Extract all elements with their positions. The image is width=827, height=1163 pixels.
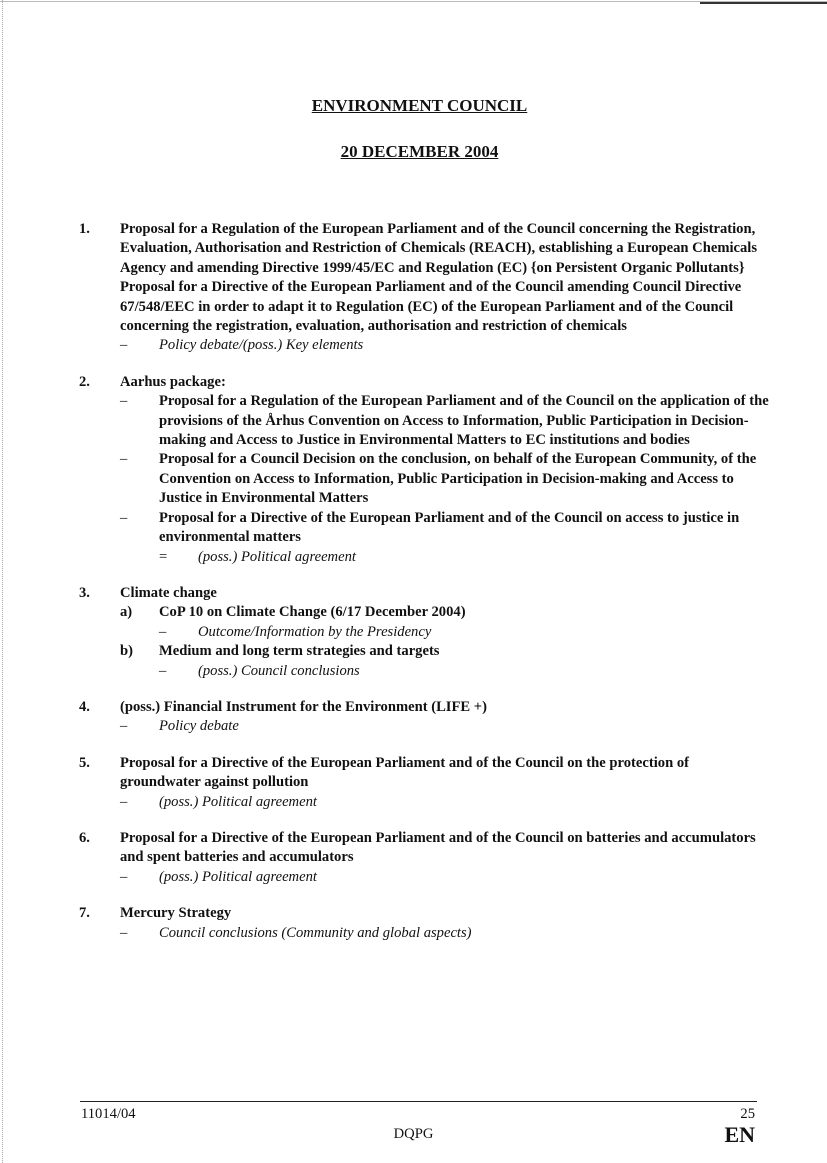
- action-text: (poss.) Political agreement: [198, 548, 356, 565]
- item-4-action: [120, 717, 769, 736]
- subitem-text: Proposal for a Council Decision on the conclusion, on behalf of the European Community, of the Convention on Access to Information, Public Participation in Decision-making and Access to Justice in Environmental Matters: [159, 451, 757, 507]
- scan-edge-top-dark: [700, 2, 827, 4]
- council-title: ENVIRONMENT COUNCIL: [311, 96, 528, 115]
- item-2-subitem-1: [120, 392, 769, 450]
- dash: –: [120, 924, 128, 941]
- item-6-action: [120, 868, 769, 887]
- subitem-text: Proposal for a Directive of the European Parliament and of the Council on access to justice in environmental matters: [159, 509, 740, 546]
- action-text: (poss.) Political agreement: [159, 793, 317, 810]
- item-7-action: [120, 924, 769, 943]
- action-text: Policy debate/(poss.) Key elements: [159, 337, 364, 354]
- dash: –: [120, 451, 128, 468]
- item-number: 2.: [79, 373, 90, 390]
- subitem-text: Proposal for a Regulation of the European Parliament and of the Council on the application of the provisions of the Århus Convention on Access to Information, Public Participation in Decision-making and Access to Justice in Environmental Matters to EC institutions and bodies: [159, 393, 769, 449]
- item-number: 3.: [79, 584, 90, 601]
- agenda-item-1: [79, 220, 769, 356]
- page-number: 25: [740, 1106, 755, 1122]
- item-5-action: [120, 793, 769, 812]
- agenda-item-6: [79, 829, 769, 887]
- meeting-date: 20 DECEMBER 2004: [340, 142, 499, 161]
- agenda-item-4: [79, 698, 769, 737]
- item-number: 1.: [79, 221, 90, 237]
- agenda-item-3: [79, 584, 769, 681]
- item-3-point-b: [120, 642, 769, 681]
- dash: –: [120, 509, 128, 526]
- agenda-item-7: [79, 904, 769, 943]
- document-reference: 11014/04: [81, 1106, 136, 1122]
- dash: –: [159, 662, 167, 679]
- item-7-heading: Mercury Strategy: [120, 905, 232, 922]
- dash: –: [120, 868, 128, 885]
- action-text: Policy debate: [159, 718, 239, 735]
- point-text: CoP 10 on Climate Change (6/17 December 2004): [159, 604, 466, 621]
- item-number: 7.: [79, 905, 90, 922]
- dash: –: [120, 718, 128, 735]
- scan-edge-left: [2, 0, 3, 1163]
- item-1-action: [120, 336, 769, 355]
- action-text: (poss.) Political agreement: [159, 868, 317, 885]
- item-1-proposal-reach: Proposal for a Regulation of the European Parliament and of the Council concerning the Registration, Evaluation, Authorisation and Restriction of Chemicals (REACH), establishing a European Chemicals Agency and amending Directive 1999/45/EC and Regulation (EC) {on Persistent Organic Pollutants}: [120, 221, 758, 276]
- agenda-item-5: [79, 754, 769, 812]
- item-number: 6.: [79, 829, 90, 846]
- item-2-subitem-2: [120, 450, 769, 508]
- dash: –: [120, 337, 128, 354]
- item-4-heading: (poss.) Financial Instrument for the Environment (LIFE +): [120, 698, 487, 715]
- equals-sign: =: [159, 548, 168, 565]
- item-2-action: [159, 548, 769, 567]
- action-text: Council conclusions (Community and global aspects): [159, 924, 472, 941]
- item-3-heading: Climate change: [120, 584, 217, 601]
- item-3a-action: [159, 623, 769, 642]
- item-1-proposal-directive: Proposal for a Directive of the European Parliament and of the Council amending Council Directive 67/548/EEC in order to adapt it to Regulation (EC) of the European Parliament and of the Council concerning the registration, evaluation, authorisation and restriction of chemicals: [120, 279, 742, 335]
- footer-rule: [80, 1101, 757, 1102]
- item-number: 4.: [79, 698, 90, 715]
- point-text: Medium and long term strategies and targets: [159, 643, 440, 660]
- item-2-subitem-3: [120, 509, 769, 567]
- point-label: a): [120, 604, 133, 621]
- dash: –: [159, 623, 167, 640]
- agenda-list: [79, 220, 769, 943]
- item-3-point-a: [120, 603, 769, 642]
- agenda-item-2: [79, 373, 769, 567]
- action-text: Outcome/Information by the Presidency: [198, 623, 432, 640]
- item-2-heading: Aarhus package:: [120, 373, 226, 390]
- point-label: b): [120, 643, 133, 660]
- language-code: EN: [724, 1122, 755, 1147]
- department-code: DQPG: [393, 1126, 434, 1142]
- item-5-heading: Proposal for a Directive of the European Parliament and of the Council on the protection of groundwater against pollution: [120, 754, 689, 791]
- item-6-heading: Proposal for a Directive of the European Parliament and of the Council on batteries and accumulators and spent batteries and accumulators: [120, 829, 756, 866]
- item-3b-action: [159, 662, 769, 681]
- action-text: (poss.) Council conclusions: [198, 662, 360, 679]
- dash: –: [120, 793, 128, 810]
- dash: –: [120, 393, 128, 410]
- item-number: 5.: [79, 754, 90, 771]
